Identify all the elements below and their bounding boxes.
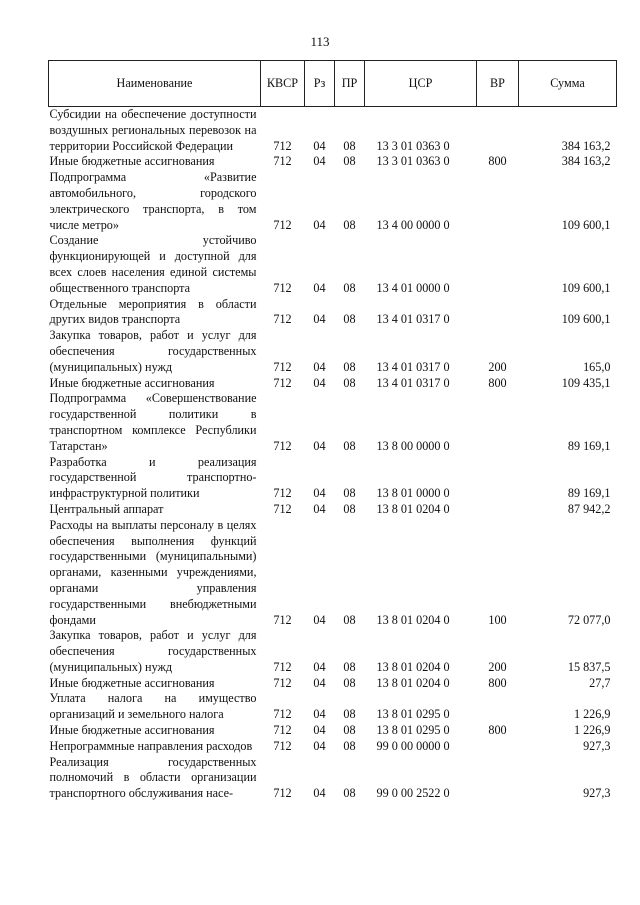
- cell-pr: 08: [343, 738, 356, 753]
- cell-sum: 927,3: [583, 738, 611, 753]
- cell-vr: [477, 455, 519, 502]
- table-row: [49, 328, 617, 375]
- cell-kvsr: 712: [273, 138, 292, 153]
- cell-csr: 13 4 01 0000 0: [376, 280, 450, 295]
- header-name: Наименование: [49, 61, 261, 107]
- cell-vr: 800: [488, 675, 507, 690]
- header-row: [49, 61, 617, 107]
- cell-rz: 04: [313, 217, 326, 232]
- cell-pr: 08: [343, 138, 356, 153]
- cell-rz: 04: [313, 738, 326, 753]
- cell-csr: 13 4 00 0000 0: [376, 217, 450, 232]
- cell-pr: 08: [343, 375, 356, 390]
- cell-vr: 800: [488, 723, 507, 738]
- cell-sum: 15 837,5: [567, 659, 611, 674]
- cell-pr: 08: [343, 312, 356, 327]
- cell-kvsr: 712: [273, 723, 292, 738]
- cell-vr: 200: [488, 359, 507, 374]
- cell-kvsr: 712: [273, 675, 292, 690]
- cell-rz: 04: [313, 675, 326, 690]
- cell-name: Центральный аппарат: [49, 501, 164, 516]
- budget-table: [48, 60, 617, 802]
- cell-csr: 13 4 01 0317 0: [376, 312, 450, 327]
- cell-kvsr: 712: [273, 438, 292, 453]
- cell-name: Расходы на выплаты персоналу в целях обеспечения выполнения функций государственными (муниципальными) органами, казенными учреждениями, органами управления государственными внебюджетными фондами: [49, 517, 257, 627]
- cell-rz: 04: [313, 438, 326, 453]
- cell-pr: 08: [343, 723, 356, 738]
- cell-name: Иные бюджетные ассигнования: [49, 154, 215, 169]
- cell-vr: [477, 739, 519, 755]
- cell-kvsr: 712: [273, 217, 292, 232]
- table-row: [49, 676, 617, 692]
- table-row: [49, 518, 617, 629]
- cell-rz: 04: [313, 280, 326, 295]
- cell-vr: 200: [488, 659, 507, 674]
- cell-sum: 89 169,1: [567, 486, 611, 501]
- table-row: [49, 233, 617, 296]
- cell-kvsr: 712: [273, 154, 292, 169]
- cell-name: Создание устойчиво функционирующей и доступной для всех слоев населения единой системы общественного транспорта: [49, 233, 257, 295]
- cell-name: Подпрограмма «Развитие автомобильного, городского электрического транспорта, в том числе метро»: [49, 170, 257, 232]
- header-pr: ПР: [335, 61, 365, 107]
- cell-rz: 04: [313, 707, 326, 722]
- table-row: [49, 376, 617, 392]
- cell-sum: 109 600,1: [561, 280, 611, 295]
- cell-csr: 13 8 01 0295 0: [376, 707, 450, 722]
- cell-pr: 08: [343, 501, 356, 516]
- cell-vr: [477, 233, 519, 296]
- cell-pr: 08: [343, 786, 356, 801]
- cell-sum: 27,7: [589, 675, 611, 690]
- cell-sum: 109 600,1: [561, 312, 611, 327]
- cell-csr: 13 3 01 0363 0: [376, 154, 450, 169]
- cell-vr: 800: [488, 375, 507, 390]
- header-vr: ВР: [477, 61, 519, 107]
- cell-csr: 13 8 01 0204 0: [376, 659, 450, 674]
- cell-kvsr: 712: [273, 359, 292, 374]
- cell-name: Иные бюджетные ассигнования: [49, 675, 215, 690]
- cell-pr: 08: [343, 438, 356, 453]
- cell-kvsr: 712: [273, 312, 292, 327]
- cell-rz: 04: [313, 659, 326, 674]
- cell-kvsr: 712: [273, 280, 292, 295]
- cell-name: Уплата налога на имущество организаций и земельного налога: [49, 691, 257, 722]
- cell-rz: 04: [313, 375, 326, 390]
- cell-name: Непрограммные направления расходов: [49, 738, 253, 753]
- table-row: [49, 628, 617, 675]
- cell-name: Закупка товаров, работ и услуг для обеспечения государственных (муниципальных) нужд: [49, 628, 257, 674]
- table-row: [49, 739, 617, 755]
- cell-sum: 1 226,9: [573, 723, 611, 738]
- cell-csr: 13 4 01 0317 0: [376, 359, 450, 374]
- cell-kvsr: 712: [273, 612, 292, 627]
- cell-csr: 13 8 01 0295 0: [376, 723, 450, 738]
- cell-pr: 08: [343, 359, 356, 374]
- cell-rz: 04: [313, 312, 326, 327]
- cell-vr: [477, 107, 519, 155]
- table-row: [49, 107, 617, 155]
- cell-vr: [477, 297, 519, 329]
- cell-sum: 384 163,2: [561, 154, 611, 169]
- cell-rz: 04: [313, 486, 326, 501]
- cell-name: Иные бюджетные ассигнования: [49, 375, 215, 390]
- cell-name: Реализация государственных полномочий в области организации транспортного обслуживания насе-: [49, 754, 257, 801]
- cell-csr: 13 8 01 0204 0: [376, 675, 450, 690]
- cell-sum: 1 226,9: [573, 707, 611, 722]
- cell-vr: [477, 391, 519, 454]
- header-csr: ЦСР: [365, 61, 477, 107]
- table-row: [49, 691, 617, 723]
- cell-csr: 99 0 00 0000 0: [376, 738, 450, 753]
- cell-kvsr: 712: [273, 786, 292, 801]
- cell-sum: 109 435,1: [561, 375, 611, 390]
- table-row: [49, 755, 617, 802]
- cell-sum: 165,0: [583, 359, 611, 374]
- cell-pr: 08: [343, 280, 356, 295]
- cell-csr: 13 3 01 0363 0: [376, 138, 450, 153]
- cell-name: Разработка и реализация государственной транспортно-инфраструктурной политики: [49, 454, 257, 501]
- cell-rz: 04: [313, 501, 326, 516]
- cell-sum: 87 942,2: [567, 501, 611, 516]
- cell-kvsr: 712: [273, 375, 292, 390]
- table-row: [49, 391, 617, 454]
- cell-name: Отдельные мероприятия в области других видов транспорта: [49, 296, 257, 327]
- table-body: [49, 107, 617, 803]
- cell-csr: 13 8 01 0204 0: [376, 612, 450, 627]
- cell-vr: [477, 170, 519, 233]
- page-number: 113: [310, 34, 330, 49]
- cell-csr: 13 8 00 0000 0: [376, 438, 450, 453]
- header-sum: Сумма: [519, 61, 617, 107]
- table-row: [49, 154, 617, 170]
- cell-rz: 04: [313, 138, 326, 153]
- cell-pr: 08: [343, 486, 356, 501]
- cell-sum: 109 600,1: [561, 217, 611, 232]
- budget-table-container: [48, 60, 616, 802]
- cell-name: Субсидии на обеспечение доступности воздушных региональных перевозок на территории Российской Федерации: [49, 107, 257, 153]
- table-row: [49, 170, 617, 233]
- header-kvsr: КВСР: [261, 61, 305, 107]
- cell-pr: 08: [343, 675, 356, 690]
- table-row: [49, 455, 617, 502]
- cell-pr: 08: [343, 612, 356, 627]
- cell-name: Подпрограмма «Совершенствование государственной политики в транспортном комплексе Республики Татарстан»: [49, 391, 257, 453]
- cell-sum: 927,3: [583, 786, 611, 801]
- cell-pr: 08: [343, 659, 356, 674]
- cell-csr: 13 8 01 0204 0: [376, 501, 450, 516]
- cell-sum: 89 169,1: [567, 438, 611, 453]
- cell-vr: 100: [488, 612, 507, 627]
- cell-kvsr: 712: [273, 738, 292, 753]
- cell-csr: 99 0 00 2522 0: [376, 786, 450, 801]
- cell-kvsr: 712: [273, 659, 292, 674]
- cell-csr: 13 4 01 0317 0: [376, 375, 450, 390]
- cell-kvsr: 712: [273, 501, 292, 516]
- cell-name: Иные бюджетные ассигнования: [49, 723, 215, 738]
- cell-pr: 08: [343, 217, 356, 232]
- cell-pr: 08: [343, 707, 356, 722]
- cell-pr: 08: [343, 154, 356, 169]
- table-row: [49, 297, 617, 329]
- cell-rz: 04: [313, 786, 326, 801]
- table-header: [49, 61, 617, 107]
- header-rz: Рз: [305, 61, 335, 107]
- cell-rz: 04: [313, 723, 326, 738]
- cell-vr: 800: [488, 154, 507, 169]
- cell-rz: 04: [313, 154, 326, 169]
- cell-name: Закупка товаров, работ и услуг для обеспечения государственных (муниципальных) нужд: [49, 328, 257, 374]
- cell-vr: [477, 691, 519, 723]
- cell-rz: 04: [313, 612, 326, 627]
- table-row: [49, 502, 617, 518]
- cell-kvsr: 712: [273, 486, 292, 501]
- cell-vr: [477, 755, 519, 802]
- cell-csr: 13 8 01 0000 0: [376, 486, 450, 501]
- cell-sum: 384 163,2: [561, 138, 611, 153]
- table-row: [49, 723, 617, 739]
- cell-rz: 04: [313, 359, 326, 374]
- cell-vr: [477, 502, 519, 518]
- cell-kvsr: 712: [273, 707, 292, 722]
- cell-sum: 72 077,0: [567, 612, 611, 627]
